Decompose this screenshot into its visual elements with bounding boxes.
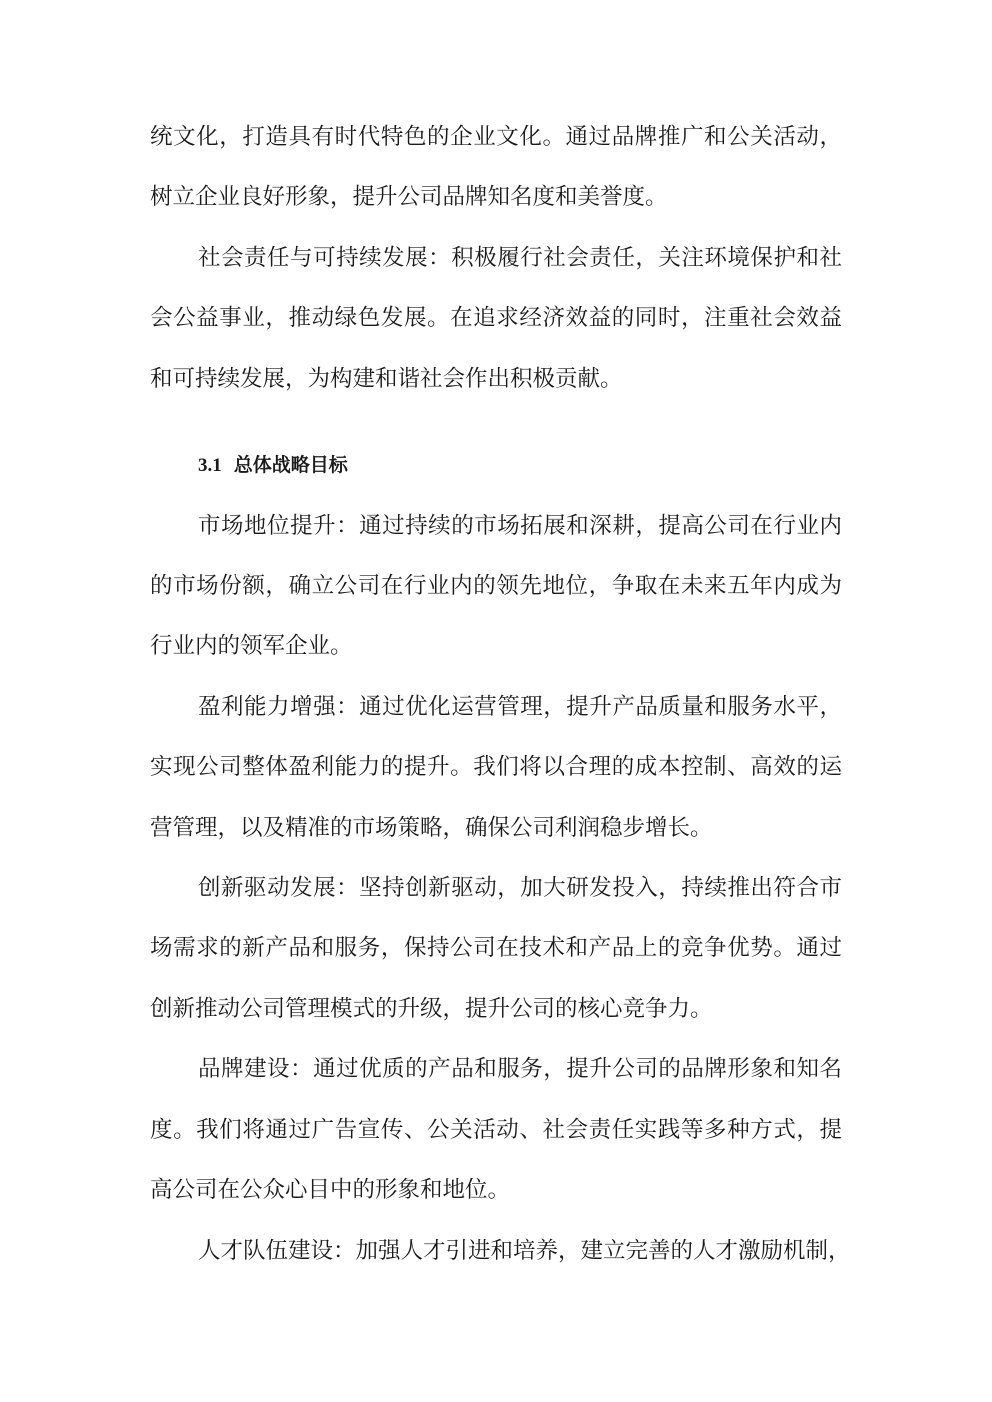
paragraph-line: 创新驱动发展：坚持创新驱动，加大研发投入，持续推出符合市	[198, 875, 842, 901]
paragraph-line: 会公益事业，推动绿色发展。在追求经济效益的同时，注重社会效益	[150, 305, 842, 331]
paragraph-line: 高公司在公众心目中的形象和地位。	[150, 1177, 511, 1203]
paragraph-line: 行业内的领军企业。	[150, 633, 353, 659]
paragraph-line: 品牌建设：通过优质的产品和服务，提升公司的品牌形象和知名	[198, 1056, 842, 1082]
paragraph-line: 创新推动公司管理模式的升级，提升公司的核心竞争力。	[150, 996, 713, 1022]
paragraph-line: 和可持续发展，为构建和谐社会作出积极贡献。	[150, 366, 623, 392]
paragraph-line: 人才队伍建设：加强人才引进和培养，建立完善的人才激励机制，	[198, 1238, 851, 1264]
paragraph-line: 的市场份额，确立公司在行业内的领先地位，争取在未来五年内成为	[150, 573, 842, 599]
section-title: 总体战略目标	[233, 454, 348, 476]
paragraph-line: 树立企业良好形象，提升公司品牌知名度和美誉度。	[150, 184, 668, 210]
paragraph-line: 实现公司整体盈利能力的提升。我们将以合理的成本控制、高效的运	[150, 754, 842, 780]
paragraph-line: 度。我们将通过广告宣传、公关活动、社会责任实践等多种方式，提	[150, 1117, 842, 1143]
section-number: 3.1	[198, 455, 222, 476]
paragraph-line: 社会责任与可持续发展：积极履行社会责任，关注环境保护和社	[198, 245, 842, 271]
section-heading	[198, 450, 348, 480]
paragraph-line: 营管理，以及精准的市场策略，确保公司利润稳步增长。	[150, 815, 713, 841]
paragraph-line: 市场地位提升：通过持续的市场拓展和深耕，提高公司在行业内	[198, 513, 842, 539]
paragraph-line: 统文化，打造具有时代特色的企业文化。通过品牌推广和公关活动，	[150, 124, 842, 150]
paragraph-line: 场需求的新产品和服务，保持公司在技术和产品上的竞争优势。通过	[150, 935, 842, 961]
paragraph-line: 盈利能力增强：通过优化运营管理，提升产品质量和服务水平，	[198, 694, 842, 720]
